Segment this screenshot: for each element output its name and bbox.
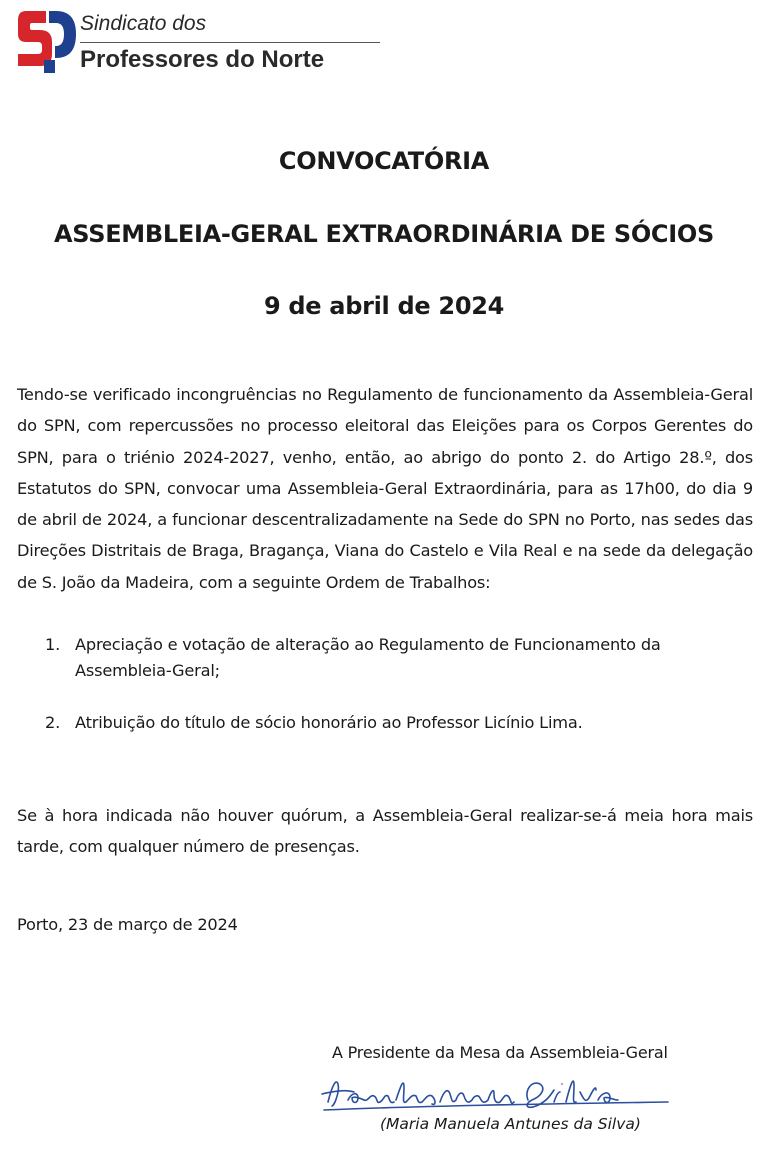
signatory-role: A Presidente da Mesa da Assembleia-Geral — [332, 1043, 668, 1062]
org-name-line2: Professores do Norte — [80, 46, 325, 73]
place-date: Porto, 23 de março de 2024 — [17, 915, 238, 934]
org-name-line1: Sindicato dos — [80, 12, 207, 35]
agenda-item-text: Apreciação e votação de alteração ao Regulamento de Funcionamento da Assembleia-Geral; — [75, 635, 661, 680]
letterhead-divider — [80, 42, 380, 43]
document-subtitle: ASSEMBLEIA-GERAL EXTRAORDINÁRIA DE SÓCIOS — [54, 220, 714, 248]
quorum-paragraph: Se à hora indicada não houver quórum, a Assembleia-Geral realizar-se-á meia hora mais tarde, com qualquer número de presenças. — [17, 806, 753, 857]
agenda-item-number: 1. — [45, 635, 61, 654]
signatory-name: (Maria Manuela Antunes da Silva) — [380, 1115, 641, 1133]
handwritten-signature — [318, 1066, 678, 1116]
agenda-list — [17, 632, 753, 762]
spn-logo-icon — [16, 8, 78, 74]
letterhead — [16, 8, 396, 78]
document-title: CONVOCATÓRIA — [278, 147, 490, 175]
agenda-item — [17, 632, 753, 684]
agenda-item-number: 2. — [45, 713, 61, 732]
meeting-date: 9 de abril de 2024 — [263, 292, 505, 320]
intro-paragraph: Tendo-se verificado incongruências no Regulamento de funcionamento da Assembleia-Geral do SPN, com repercussões no processo eleitoral das Eleições para os Corpos Gerentes do SPN, para o triénio 2024-2027, venho, então, ao abrigo do ponto 2. do Artigo 28.º, dos Estatutos do SPN, convocar uma Assembleia-Geral Extraordinária, para as 17h00, do dia 9 de abril de 2024, a funcionar descentralizadamente na Sede do SPN no Porto, nas sedes das Direções Distritais de Braga, Bragança, Viana do Castelo e Vila Real e na sede da delegação de S. João da Madeira, com a seguinte Ordem de Trabalhos: — [17, 385, 753, 592]
agenda-item — [17, 710, 753, 736]
agenda-item-text: Atribuição do título de sócio honorário ao Professor Licínio Lima. — [75, 713, 583, 732]
